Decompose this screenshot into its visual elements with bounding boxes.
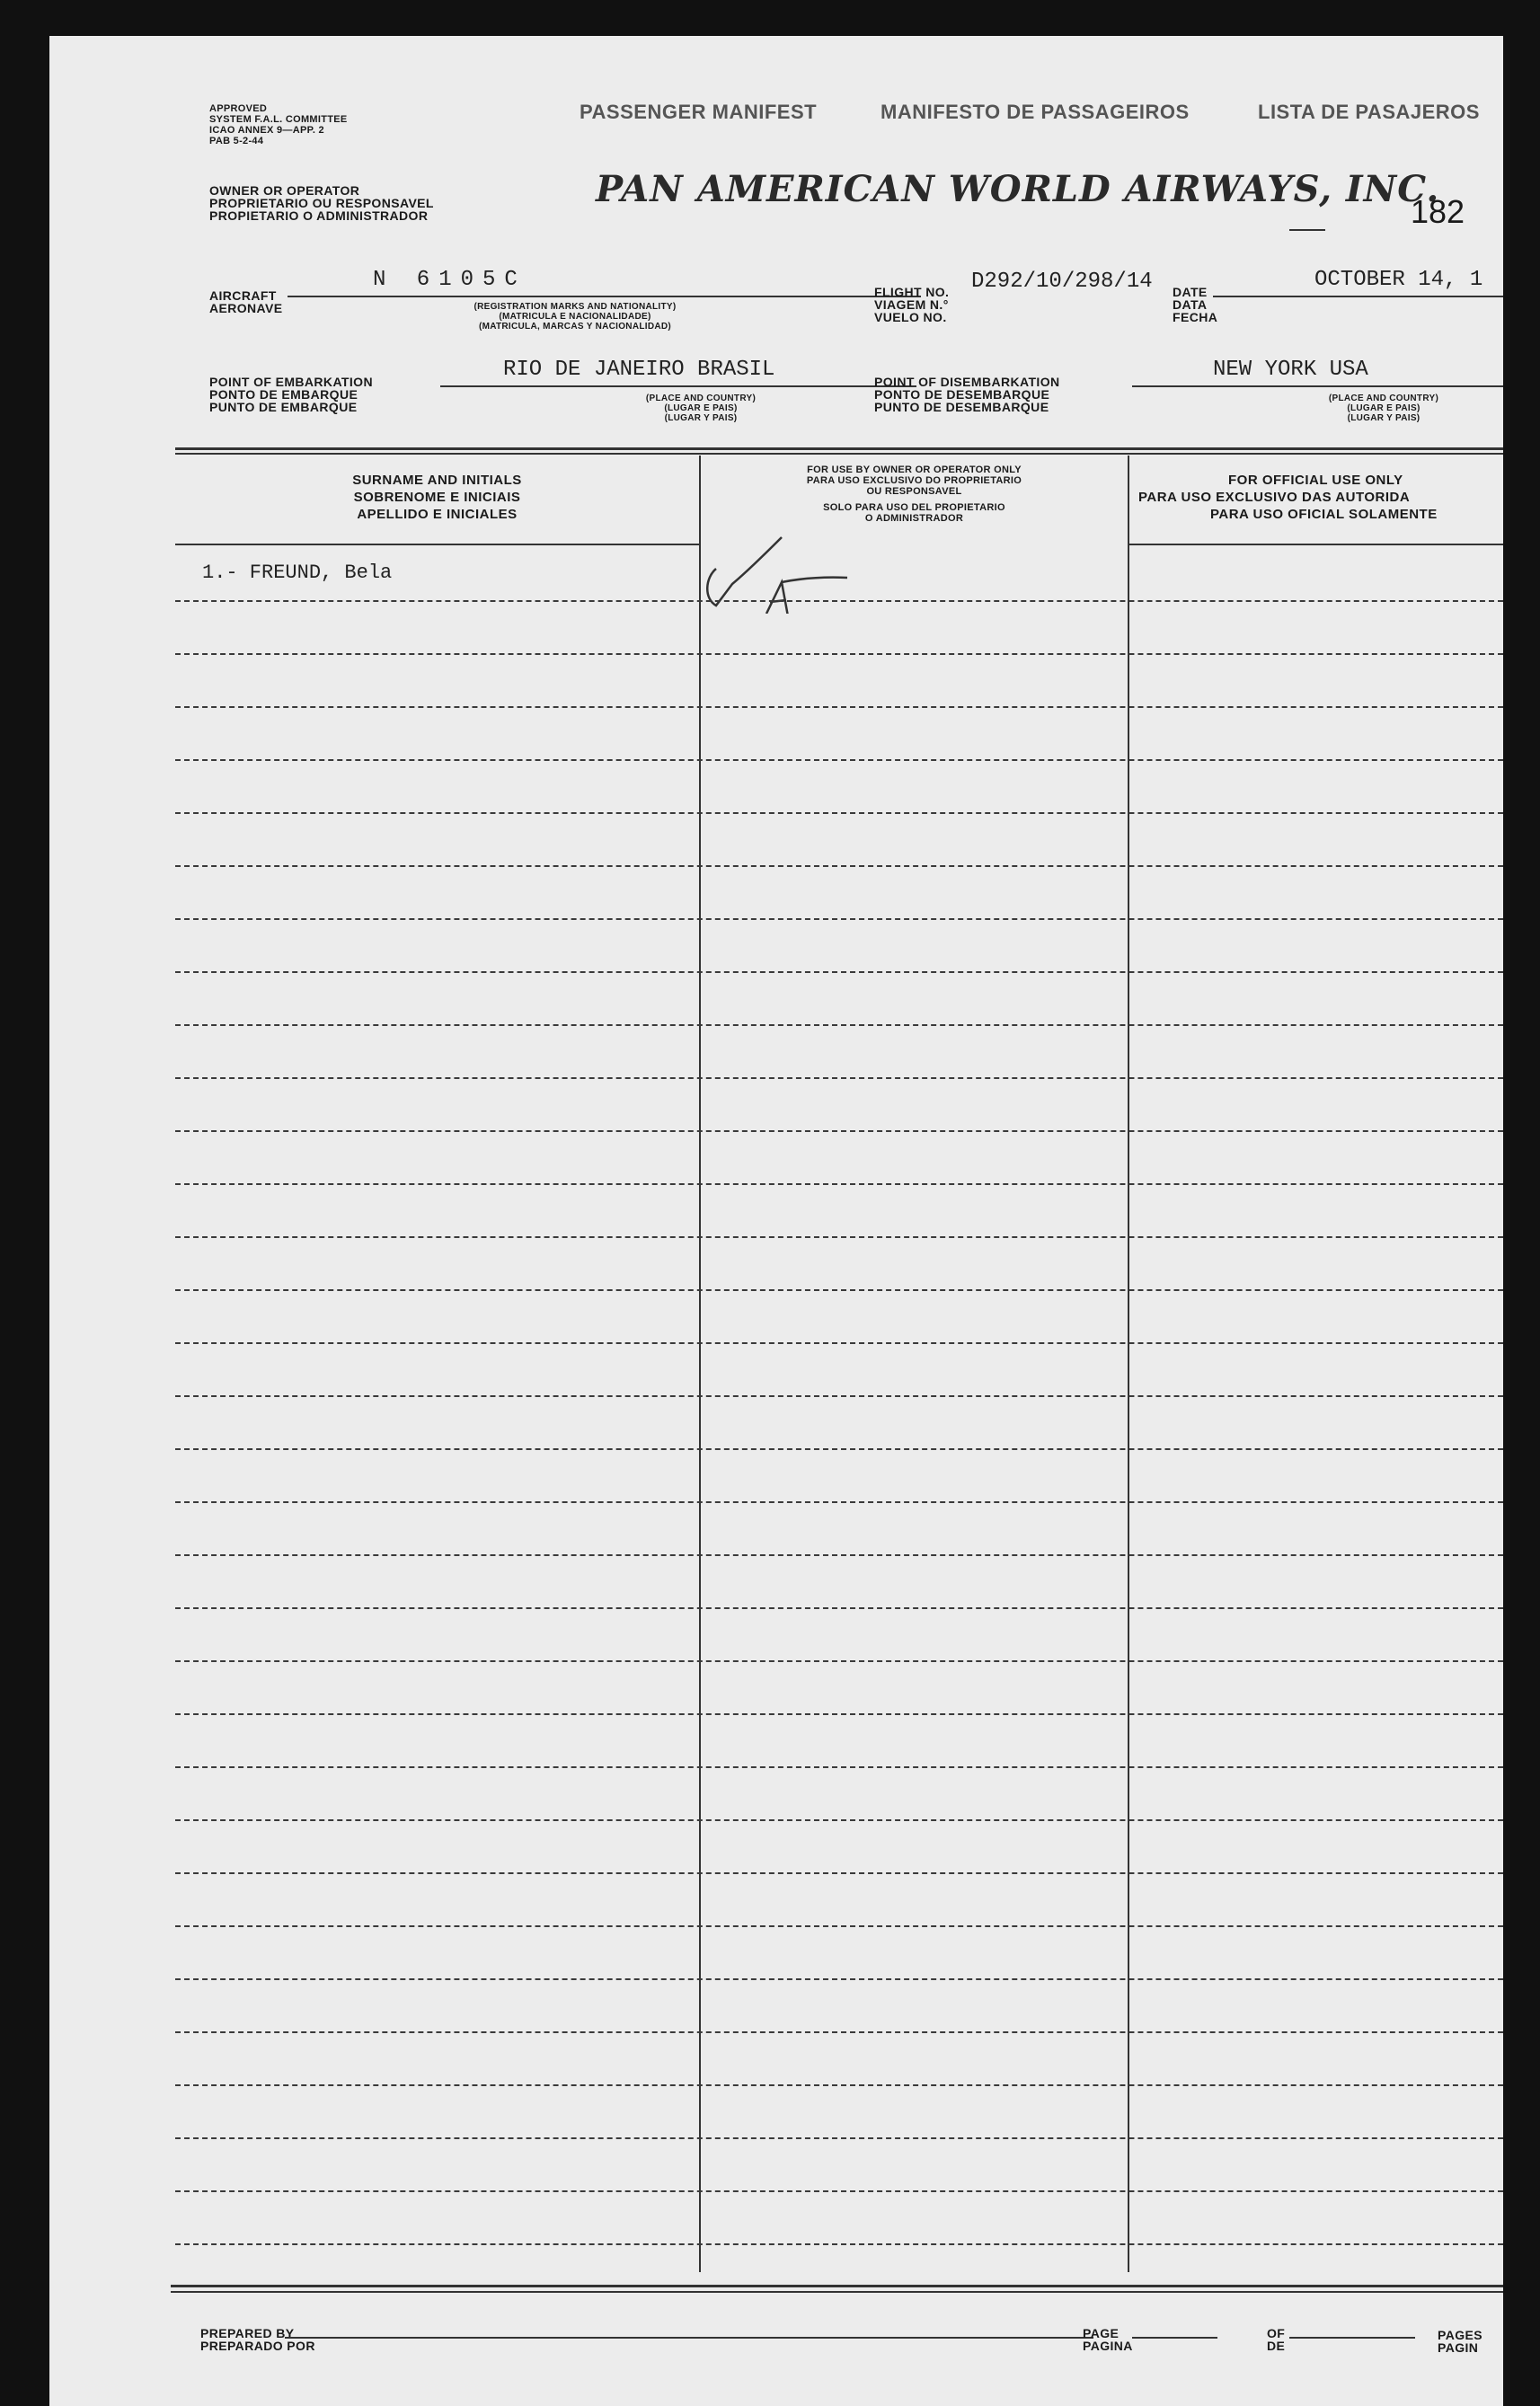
- embarkation-label-line: PONTO DE EMBARQUE: [209, 387, 358, 402]
- flight-value: D292/10/298/14: [971, 270, 1153, 294]
- page-number: 182: [1411, 193, 1465, 230]
- passenger-entry: 1.- FREUND, Bela: [202, 562, 393, 584]
- owner-value: PAN AMERICAN WORLD AIRWAYS, INC.: [596, 168, 1440, 210]
- row-rule: [175, 653, 1503, 655]
- row-rule: [175, 1925, 1503, 1927]
- aircraft-sub-line: (MATRICULA, MARCAS Y NACIONALIDAD): [478, 322, 672, 332]
- flight-label-line: VUELO NO.: [874, 310, 947, 324]
- table-bottom-rule: [171, 2285, 1503, 2287]
- page-label: [1083, 2327, 1133, 2352]
- column-header-owner-use: [701, 464, 1128, 524]
- aircraft-label-line: AERONAVE: [209, 301, 283, 315]
- disembarkation-sub-line: (LUGAR Y PAIS): [1347, 413, 1421, 423]
- prepared-by-label: [200, 2327, 315, 2352]
- date-label-line: DATA: [1173, 297, 1208, 312]
- owner-label: [209, 184, 434, 222]
- row-rule: [175, 1077, 1503, 1079]
- column-header-name-line: SURNAME AND INITIALS: [352, 473, 522, 488]
- approval-line: SYSTEM F.A.L. COMMITTEE: [209, 114, 348, 125]
- embarkation-label-line: POINT OF EMBARKATION: [209, 375, 373, 389]
- table-top-rule-2: [175, 453, 1503, 455]
- disembarkation-label: [874, 376, 1060, 413]
- column-header-official-line: PARA USO OFICIAL SOLAMENTE: [1210, 507, 1438, 522]
- row-rule: [175, 1236, 1503, 1238]
- header-bottom-rule: [1128, 544, 1503, 545]
- row-rule: [175, 1342, 1503, 1344]
- row-rule: [175, 1448, 1503, 1450]
- row-rule: [175, 1713, 1503, 1715]
- row-rule: [175, 1819, 1503, 1821]
- row-rule: [175, 1607, 1503, 1609]
- aircraft-underline: [288, 296, 921, 297]
- row-rule: [175, 1554, 1503, 1556]
- title-portuguese: MANIFESTO DE PASSAGEIROS: [881, 101, 1190, 123]
- flight-label-line: VIAGEM N.°: [874, 297, 949, 312]
- row-rule: [175, 1289, 1503, 1291]
- page-underline: [1132, 2337, 1217, 2339]
- aircraft-value: N 6105C: [373, 268, 527, 292]
- row-rule: [175, 1978, 1503, 1980]
- row-rule: [175, 2084, 1503, 2086]
- prepared-by-line: PREPARED BY: [200, 2326, 295, 2340]
- row-rule: [175, 2137, 1503, 2139]
- table-bottom-rule-2: [171, 2291, 1503, 2293]
- column-header-name-line: SOBRENOME E INICIAIS: [353, 490, 521, 505]
- aircraft-label-line: AIRCRAFT: [209, 288, 277, 303]
- title-spanish: LISTA DE PASAJEROS: [1258, 101, 1480, 123]
- short-dash: [1289, 229, 1325, 231]
- row-rule: [175, 1766, 1503, 1768]
- row-rule: [175, 1395, 1503, 1397]
- row-rule: [175, 1183, 1503, 1185]
- pages-label: [1438, 2329, 1482, 2354]
- aircraft-sub-line: (REGISTRATION MARKS AND NATIONALITY): [474, 302, 677, 312]
- flight-label: [874, 286, 949, 323]
- approval-line: ICAO ANNEX 9—APP. 2: [209, 125, 324, 136]
- date-underline: [1213, 296, 1503, 297]
- title-english: PASSENGER MANIFEST: [580, 101, 818, 123]
- prepared-by-underline: [285, 2337, 1093, 2339]
- embarkation-sub-line: (LUGAR E PAIS): [664, 403, 738, 413]
- column-header-name-line: APELLIDO E INICIALES: [357, 507, 518, 522]
- column-header-official-line: PARA USO EXCLUSIVO DAS AUTORIDA: [1138, 490, 1411, 505]
- embarkation-sub: [566, 394, 836, 423]
- disembarkation-sub-line: (PLACE AND COUNTRY): [1328, 394, 1439, 403]
- approval-line: APPROVED: [209, 103, 268, 114]
- date-label-line: DATE: [1173, 285, 1208, 299]
- embarkation-sub-line: (PLACE AND COUNTRY): [645, 394, 757, 403]
- row-rule: [175, 918, 1503, 920]
- column-header-owner-line: PARA USO EXCLUSIVO DO PROPRIETARIO: [806, 475, 1022, 486]
- manifest-form: [49, 36, 1503, 2406]
- row-rule: [175, 971, 1503, 973]
- column-header-owner-line: OU RESPONSAVEL: [866, 486, 962, 497]
- of-underline: [1289, 2337, 1415, 2339]
- column-header-official: [1129, 472, 1503, 523]
- header-bottom-rule: [175, 544, 699, 545]
- disembarkation-underline: [1132, 385, 1503, 387]
- column-header-name: [175, 472, 699, 523]
- owner-label-line: PROPIETARIO O ADMINISTRADOR: [209, 208, 429, 223]
- row-rule: [175, 865, 1503, 867]
- column-divider: [1128, 456, 1129, 2272]
- table-top-rule: [175, 447, 1503, 450]
- row-rule: [175, 2190, 1503, 2192]
- column-header-official-line: FOR OFFICIAL USE ONLY: [1228, 473, 1403, 488]
- prepared-by-line: PREPARADO POR: [200, 2339, 315, 2353]
- disembarkation-label-line: PONTO DE DESEMBARQUE: [874, 387, 1050, 402]
- column-header-owner-line: SOLO PARA USO DEL PROPIETARIO: [823, 502, 1005, 513]
- row-rule: [175, 1024, 1503, 1026]
- flight-label-line: FLIGHT NO.: [874, 285, 950, 299]
- aircraft-sub: [368, 302, 782, 332]
- row-rule: [175, 812, 1503, 814]
- row-rule: [175, 759, 1503, 761]
- of-label: [1267, 2327, 1285, 2352]
- date-value: OCTOBER 14, 1: [1314, 268, 1483, 292]
- row-rule: [175, 1130, 1503, 1132]
- aircraft-sub-line: (MATRICULA E NACIONALIDADE): [499, 312, 651, 322]
- owner-label-line: PROPRIETARIO OU RESPONSAVEL: [209, 196, 434, 210]
- embarkation-underline: [440, 385, 916, 387]
- row-rule: [175, 1872, 1503, 1874]
- of-label-line: OF: [1267, 2326, 1286, 2340]
- row-rule: [175, 2031, 1503, 2033]
- approval-line: PAB 5-2-44: [209, 136, 264, 146]
- column-divider: [699, 456, 701, 2272]
- pages-label-line: PAGIN: [1438, 2340, 1479, 2355]
- approval-block: [209, 103, 348, 146]
- disembarkation-label-line: POINT OF DISEMBARKATION: [874, 375, 1060, 389]
- row-rule: [175, 1501, 1503, 1503]
- aircraft-label: [209, 289, 283, 314]
- owner-label-line: OWNER OR OPERATOR: [209, 183, 360, 198]
- disembarkation-sub-line: (LUGAR E PAIS): [1347, 403, 1421, 413]
- disembarkation-label-line: PUNTO DE DESEMBARQUE: [874, 400, 1049, 414]
- page-label-line: PAGINA: [1083, 2339, 1133, 2353]
- disembarkation-sub: [1267, 394, 1500, 423]
- embarkation-label-line: PUNTO DE EMBARQUE: [209, 400, 358, 414]
- row-rule: [175, 600, 1503, 602]
- row-rule: [175, 1660, 1503, 1662]
- column-header-owner-line: O ADMINISTRADOR: [864, 513, 964, 524]
- embarkation-value: RIO DE JANEIRO BRASIL: [503, 358, 775, 382]
- pages-label-line: PAGES: [1438, 2328, 1482, 2342]
- disembarkation-value: NEW YORK USA: [1213, 358, 1368, 382]
- date-label-line: FECHA: [1173, 310, 1218, 324]
- date-label: [1173, 286, 1217, 323]
- column-header-owner-line: FOR USE BY OWNER OR OPERATOR ONLY: [807, 464, 1022, 475]
- page-label-line: PAGE: [1083, 2326, 1120, 2340]
- of-label-line: DE: [1267, 2339, 1286, 2353]
- row-rule: [175, 706, 1503, 708]
- row-rule: [175, 2243, 1503, 2245]
- embarkation-label: [209, 376, 373, 413]
- embarkation-sub-line: (LUGAR Y PAIS): [664, 413, 738, 423]
